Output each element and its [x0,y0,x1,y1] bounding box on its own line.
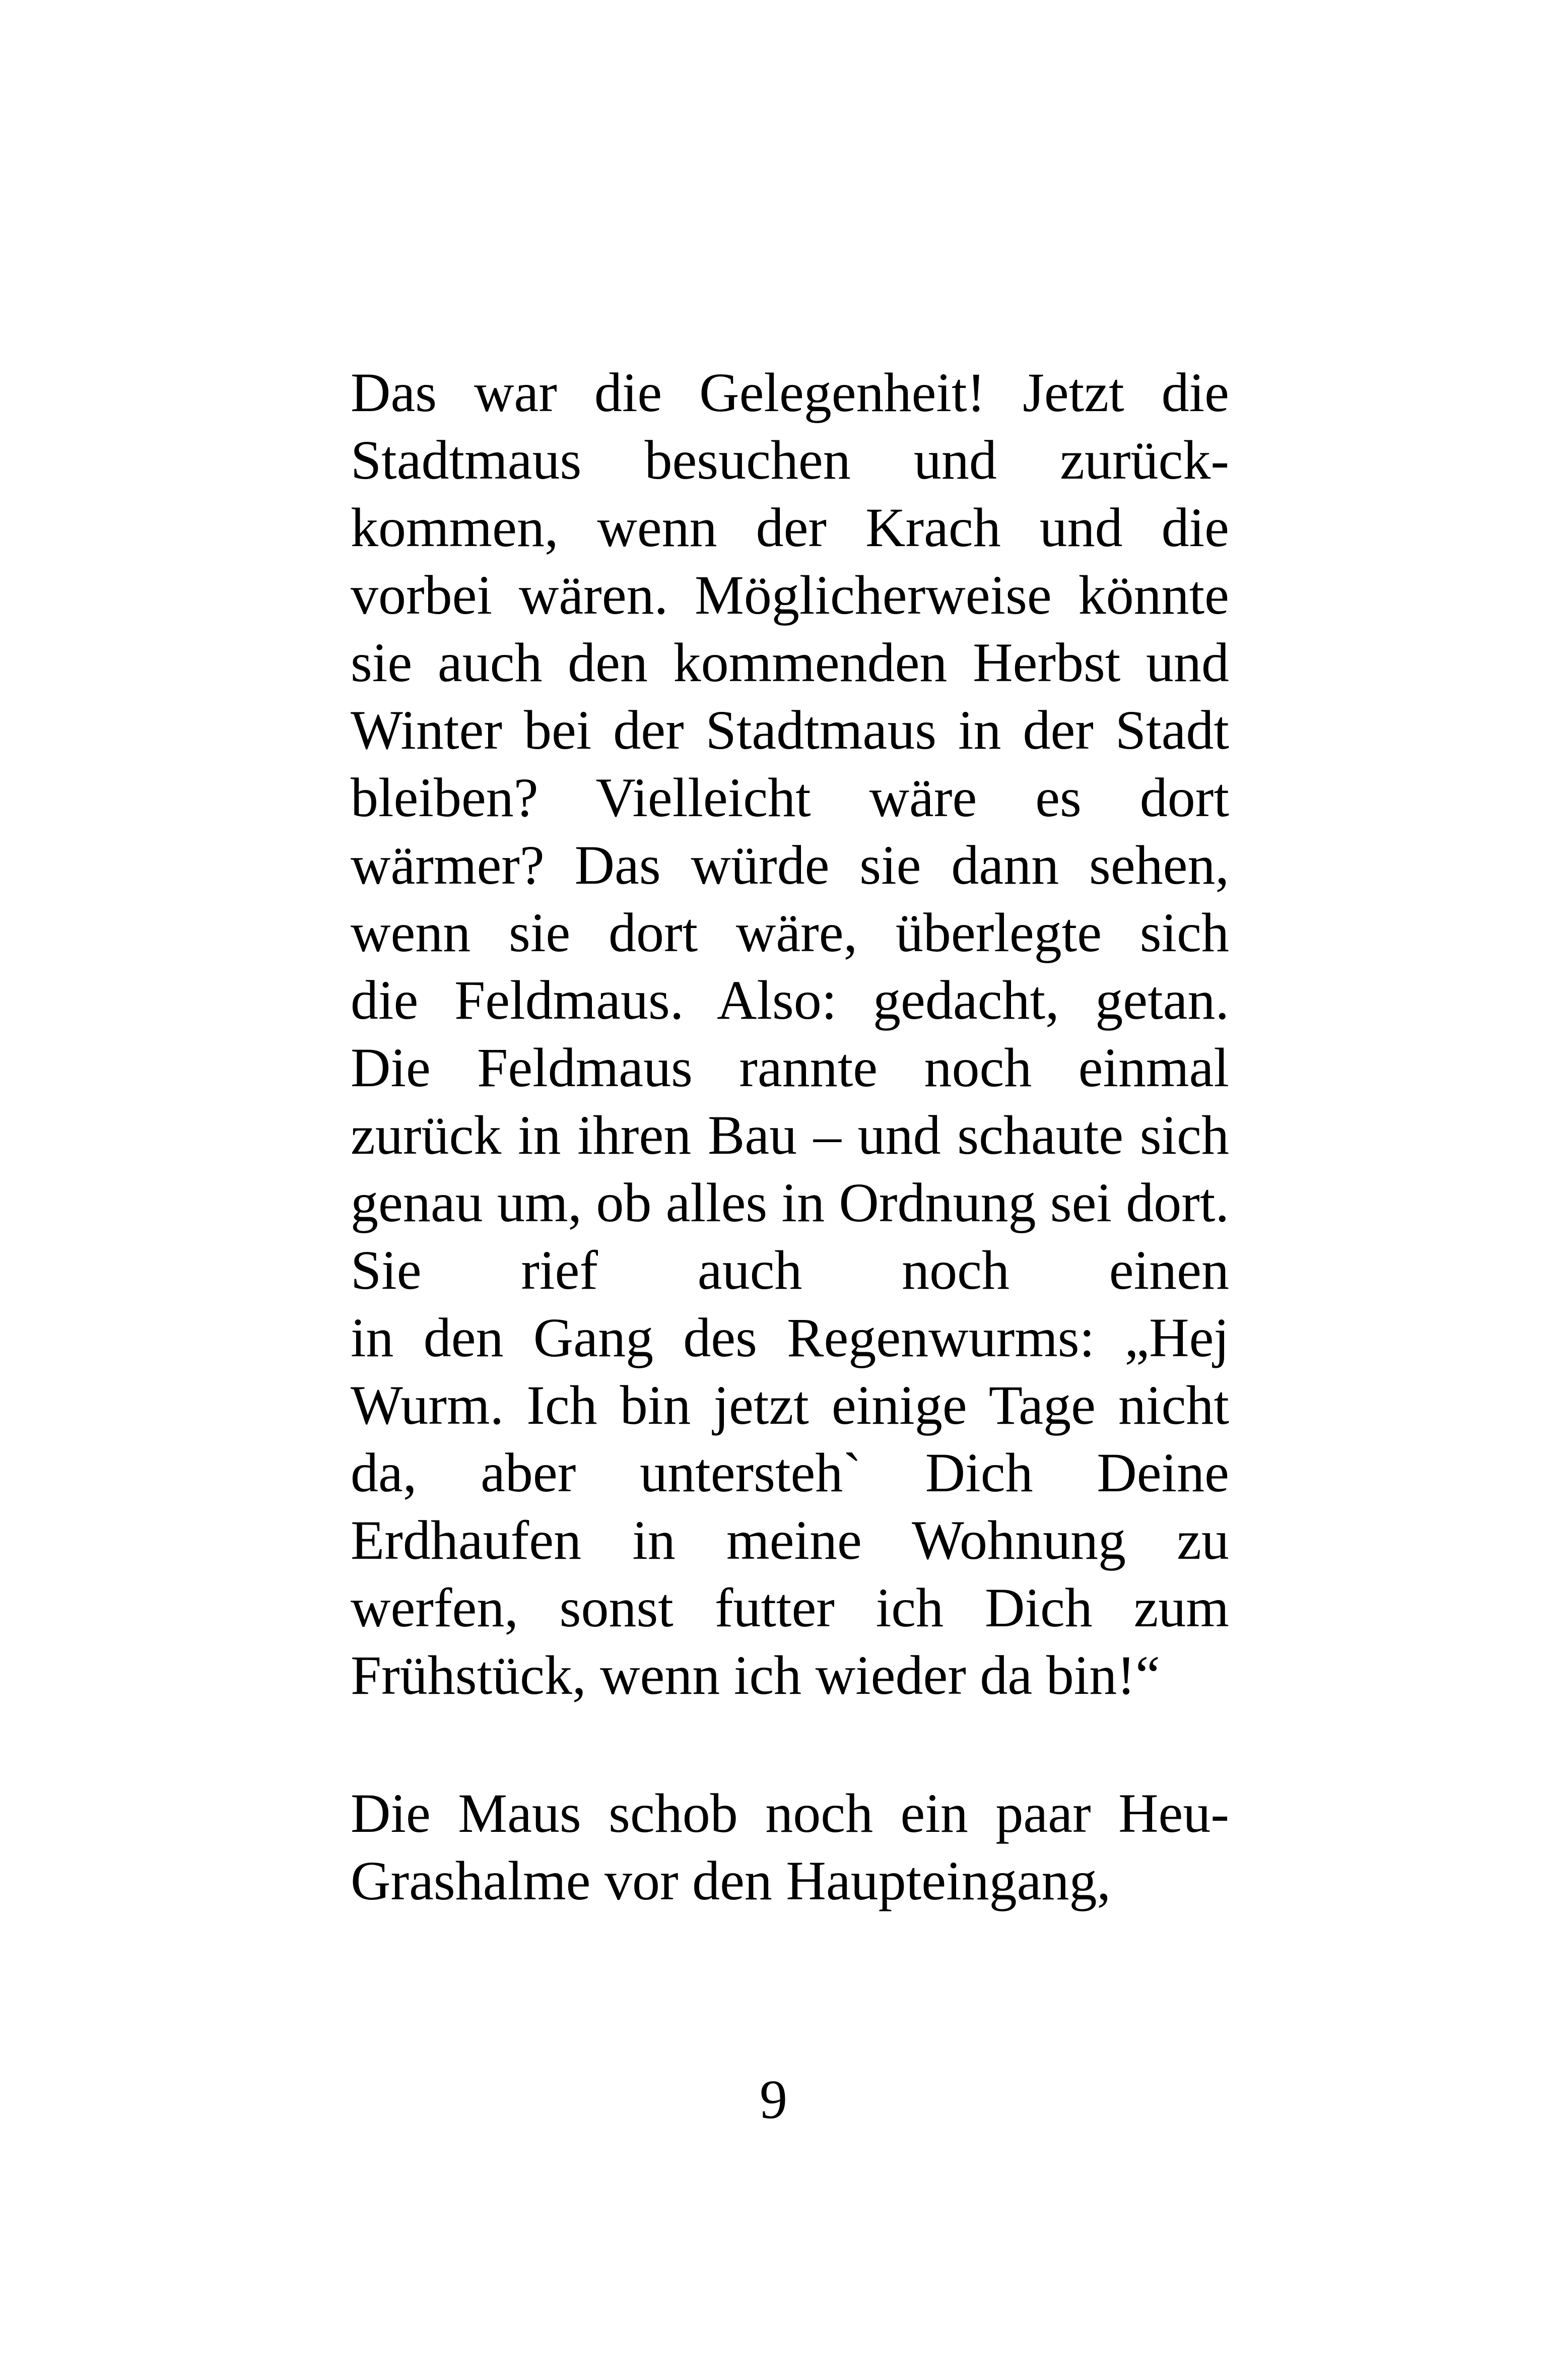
text-line: Stadtmaus besuchen und zurück- [351,429,1229,491]
text-line: kommen, wenn der Krach und die [351,497,1229,558]
text-line: Winter bei der Stadtmaus in der Stadt [351,699,1229,761]
text-line: in den Gang des Regenwurms: „Hej [351,1307,1229,1368]
text-line: zurück in ihren Bau – und schaute sich [351,1104,1229,1166]
text-line: die Feldmaus. Also: gedacht, getan. [351,969,1229,1031]
text-line: wenn sie dort wäre, überlegte sich [351,902,1229,963]
text-line: Erdhaufen in meine Wohnung zu [351,1509,1229,1571]
text-line: Grashalme vor den Haupteingang, [351,1850,1111,1911]
paragraph-1 [351,359,1229,1709]
text-line: genau um, ob alles in Ordnung sei dort. [351,1172,1229,1233]
text-line: vorbei wären. Möglicherweise könnte [351,564,1229,626]
text-line: Wurm. Ich bin jetzt einige Tage nicht [351,1374,1229,1436]
text-line: Die Maus schob noch ein paar Heu- [351,1782,1229,1844]
text-line: Sie rief auch noch einen [351,1239,1229,1301]
page-number: 9 [760,2069,787,2130]
text-line: da, aber untersteh` Dich Deine [351,1442,1229,1503]
text-line: Die Feldmaus rannte noch einmal [351,1037,1229,1098]
text-line: sie auch den kommenden Herbst und [351,632,1229,693]
text-line: werfen, sonst futter ich Dich zum [351,1577,1229,1638]
paragraph-2 [351,1779,1229,1914]
text-line: Das war die Gelegenheit! Jetzt die [351,362,1229,423]
text-line: Frühstück, wenn ich wieder da bin!“ [351,1644,1160,1706]
text-line: wärmer? Das würde sie dann sehen, [351,834,1229,896]
text-line: bleiben? Vielleicht wäre es dort [351,767,1229,828]
